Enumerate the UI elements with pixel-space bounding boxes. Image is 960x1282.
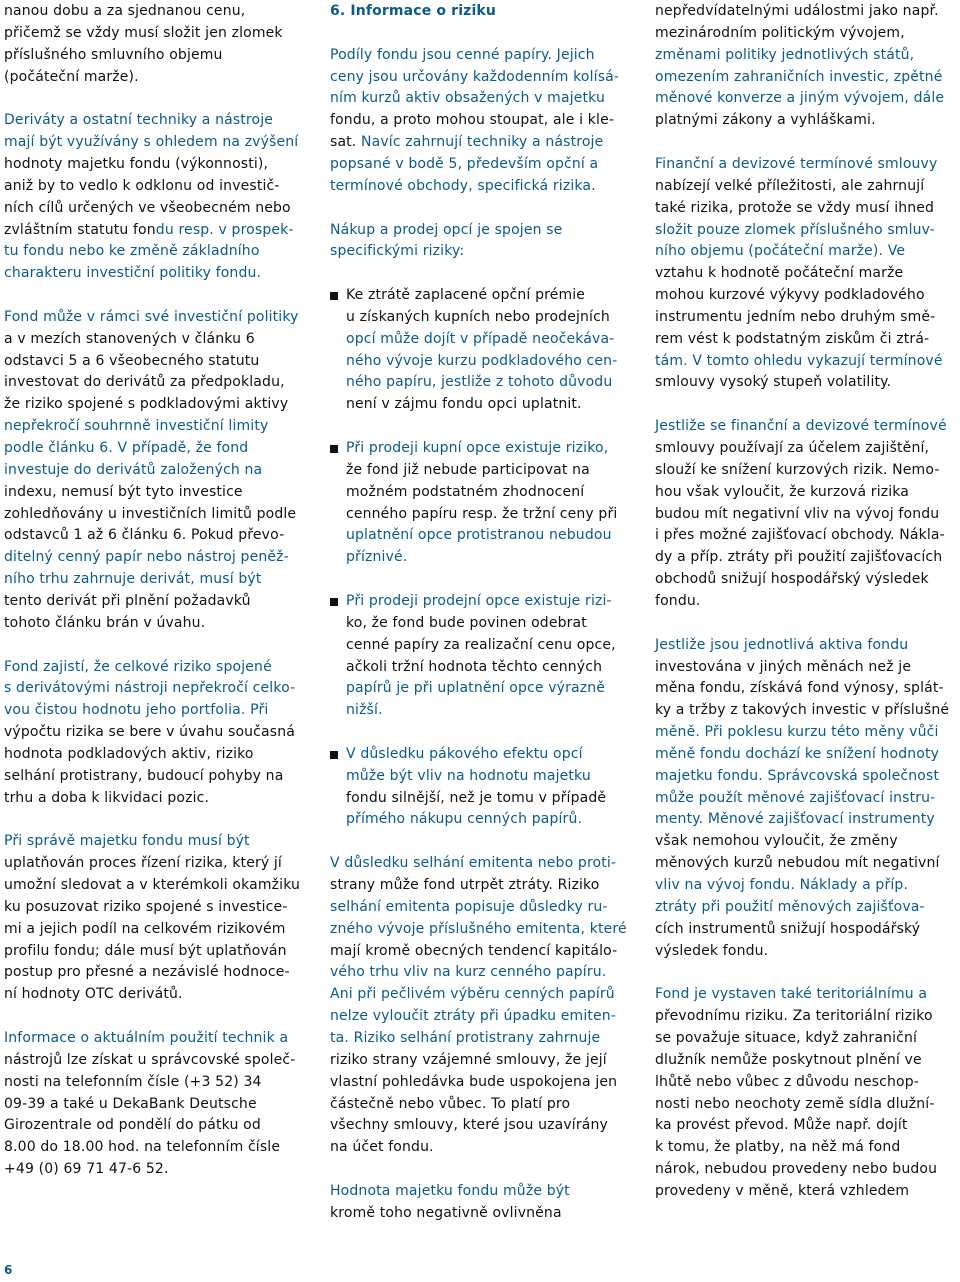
text-line: ného vývoje kurzu podkladového cen- [346,352,618,369]
text-line: majetku fondu. Správcovská společnost [655,767,940,784]
text-line: vlastní pohledávka bude uspokojena jen [330,1073,618,1090]
text-line: budou mít negativní vliv na vývoj fondu [655,505,940,522]
text-line: ním kurzů aktiv obsažených v majetku [330,90,605,107]
text-line: také rizika, protože se vždy musí ihned [655,199,935,216]
text-line: tám. V tomto ohledu vykazují termínové [655,352,943,369]
text-line: ztráty při použití měnových zajišťova- [655,898,925,915]
text-line: nanou dobu a za sjednanou cenu, [4,3,246,19]
text-line: měnové konverze a jiným vývojem, dále [655,90,945,107]
text-line: investuje do derivátů založených na [4,461,263,478]
text-line: Ke ztrátě zaplacené opční prémie [346,287,586,304]
text-line: Při prodeji kupní opce existuje riziko, [346,440,609,456]
text-line: dy a příp. ztráty při použití zajišťovacích [655,549,943,566]
text-line: Fond je vystaven také teritoriálnímu a [655,986,928,1003]
text-line: přímého nákupu cenných papírů. [346,811,583,828]
text-line: vliv na vývoj fondu. Náklady a příp. [655,877,909,893]
text-line: +49 (0) 69 71 47-6 52. [4,1161,169,1178]
text-line: slouží ke snížení kurzových rizik. Nemo- [655,461,940,478]
text-line: nástrojů lze získat u správcovské společ- [4,1051,296,1068]
text-line: obchodů snižují hospodářský výsledek [655,571,929,588]
text-line: instrumentu jedním nebo druhým smě- [655,308,936,325]
text-line: smlouvy používají za účelem zajištění, [655,440,930,456]
text-line: menty. Měnové zajišťovací instrumenty [655,811,935,828]
text-line: zvláštním statutu fondu resp. v prospek- [4,221,294,238]
text-line: fondu. [655,592,701,609]
text-line: možném podstatném zhodnocení [346,483,585,500]
text-line: papírů je při uplatnění opce výrazně [346,680,606,697]
text-line: může použít měnové zajišťovací instru- [655,789,936,806]
text-line: specifickými riziky: [330,243,465,260]
page-number: 6 [4,1263,13,1277]
text-line: složit pouze zlomek příslušného smluv- [655,221,935,238]
text-line: vého trhu vliv na kurz cenného papíru. [330,964,607,981]
text-line: uplatňován proces řízení rizika, který jí [4,855,282,872]
text-line: odstavců 1 až 6 článku 6. Pokud převo- [4,527,285,544]
text-line: investovat do derivátů za předpokladu, [4,374,285,391]
text-line: provedeny v měně, která vzhledem [655,1182,910,1199]
text-line: k tomu, že platby, na něž má fond [655,1139,901,1156]
text-line: selhání protistrany, budoucí pohyby na [4,767,284,784]
text-line: hou však vyloučit, že kurzová rizika [655,483,910,500]
text-line: omezením zahraničních investic, zpětné [655,68,943,85]
text-line: ky a tržby z takových investic v příslušné [655,702,950,719]
text-line: postup pro přesné a nezávislé hodnoce- [4,964,290,981]
text-line: Ani při pečlivém výběru cenných papírů [330,986,615,1003]
text-line: umožní sledovat a v kterémkoli okamžiku [4,877,301,893]
text-line: vztahu k hodnotě počáteční marže [655,265,904,282]
text-line: ka provést převod. Může např. dojít [655,1117,908,1134]
text-line: uplatnění opce protistranou nebudou [346,527,612,544]
text-line: odstavci 5 a 6 všeobecného statutu [4,352,260,369]
text-line: nepřekročí souhrnně investiční limity [4,418,269,435]
text-line: výpočtu rizika se bere v úvahu současná [4,724,295,741]
text-line: indexu, nemusí být tyto investice [4,483,243,500]
text-line: na účet fondu. [330,1139,434,1156]
text-line: že riziko spojené s podkladovými aktivy [4,396,289,413]
text-line: s derivátovými nástroji nepřekročí celko- [4,680,296,697]
text-line: platnými zákony a vyhláškami. [655,112,876,129]
text-line: ko, že fond bude povinen odebrat [346,614,587,631]
list-bullet-icon [330,292,338,300]
text-line: tohoto článku brán v úvahu. [4,614,206,631]
text-line: Finanční a devizové termínové smlouvy [655,155,938,172]
text-line: příznivé. [346,549,408,566]
text-line: opcí může dojít v případě neočekáva- [346,330,615,347]
text-line: ního trhu zahrnuje derivát, musí být [4,571,262,588]
text-line: rem vést k podstatným ziskům či ztrá- [655,330,930,347]
text-line: Deriváty a ostatní techniky a nástroje [4,112,274,129]
text-line: fondu, a proto mohou stoupat, ale i kle- [330,112,615,129]
text-line: nosti nebo neochoty země sídla dlužní- [655,1095,935,1112]
text-line: popsané v bodě 5, především opční a [330,155,599,172]
text-line: riziko strany vzájemné smlouvy, že její [330,1051,607,1068]
text-line: smlouvy vysoký stupeň volatility. [655,374,892,391]
text-line: měnových kurzů nebudou mít negativní [655,855,940,872]
text-line: cích instrumentů snižují hospodářský [655,920,921,937]
text-line: trhu a doba k likvidaci pozic. [4,789,210,806]
text-line: že fond již nebude participovat na [346,461,590,478]
text-line: aniž by to vedlo k odklonu od investič- [4,177,280,194]
text-line: nosti na telefonním čísle (+3 52) 34 [4,1073,262,1090]
text-line: Při správě majetku fondu musí být [4,833,250,850]
text-line: Při prodeji prodejní opce existuje rizi- [346,592,612,609]
text-line: přičemž se vždy musí složit jen zlomek [4,24,283,41]
text-line: zohledňovány u investičních limitů podle [4,505,297,522]
text-line: nárok, nebudou provedeny nebo budou [655,1161,938,1178]
text-line: ačkoli tržní hodnota těchto cenných [346,658,603,675]
text-line: tu fondu nebo ke změně základního [4,243,260,260]
text-line: nižší. [346,702,383,719]
text-line: ta. Riziko selhání protistrany zahrnuje [330,1029,601,1046]
text-line: měně fondu dochází ke snížení hodnoty [655,745,940,762]
text-line: u získaných kupních nebo prodejních [346,308,610,325]
text-line: 8.00 do 18.00 hod. na telefonním čísle [4,1139,281,1156]
text-line: není v zájmu fondu opci uplatnit. [346,396,582,413]
text-line: nepředvídatelnými událostmi jako např. [655,3,939,19]
text-line: ních cílů určených ve všeobecném nebo [4,199,291,216]
text-line: V důsledku pákového efektu opcí [346,745,583,762]
text-line: Informace o aktuálním použití technik a [4,1029,289,1046]
text-line: investována v jiných měnách než je [655,658,912,675]
text-line: však nemohou vyloučit, že změny [655,833,898,850]
text-line: hodnota podkladových aktiv, riziko [4,745,254,762]
text-line: ní hodnoty OTC derivátů. [4,986,183,1003]
text-line: mají kromě obecných tendencí kapitálo- [330,942,618,959]
text-line: ku posuzovat riziko spojené s investice- [4,898,288,915]
section-heading: 6. Informace o riziku [330,3,496,19]
text-line: kromě toho negativně ovlivněna [330,1204,562,1221]
text-line: ditelný cenný papír nebo nástroj peněž- [4,549,289,566]
text-line: mezinárodním politickým vývojem, [655,24,905,41]
text-line: nelze vyloučit ztráty při úpadku emiten- [330,1008,616,1025]
text-line: příslušného smluvního objemu [4,46,223,63]
text-line: ného papíru, jestliže z tohoto důvodu [346,374,613,391]
text-line: Nákup a prodej opcí je spojen se [330,221,563,238]
text-line: sat. Navíc zahrnují techniky a nástroje [330,134,604,151]
text-line: selhání emitenta popisuje důsledky ru- [330,898,608,915]
list-bullet-icon [330,751,338,759]
text-line: fondu silnější, než je tomu v případě [346,789,607,806]
text-line: strany může fond utrpět ztráty. Riziko [330,877,600,893]
list-bullet-icon [330,445,338,453]
text-line: se považuje situace, když zahraniční [655,1029,918,1046]
text-line: vou čistou hodnotu jeho portfolia. Při [4,702,269,719]
text-line: 09-39 a také u DekaBank Deutsche [4,1095,257,1112]
text-line: měna fondu, získává fond výnosy, splát- [655,680,944,697]
text-line: může být vliv na hodnotu majetku [346,767,591,784]
text-line: (počáteční marže). [4,68,139,85]
list-bullet-icon [330,598,338,606]
text-line: převodnímu riziku. Za teritoriální riziko [655,1008,933,1025]
text-line: nabízejí velké příležitosti, ale zahrnují [655,177,925,194]
text-line: hodnoty majetku fondu (výkonnosti), [4,155,269,172]
text-line: podle článku 6. V případě, že fond [4,440,249,456]
text-line: profilu fondu; dále musí být uplatňován [4,942,287,959]
text-line: Hodnota majetku fondu může být [330,1182,570,1199]
text-line: a v mezích stanovených v článku 6 [4,330,255,347]
text-line: Jestliže jsou jednotlivá aktiva fondu [655,636,909,653]
text-line: termínové obchody, specifická rizika. [330,177,596,194]
text-line: cenného papíru resp. že tržní ceny při [346,505,618,522]
text-line: částečně nebo vůbec. To platí pro [330,1095,571,1112]
text-line: ceny jsou určovány každodenním kolísá- [330,68,620,85]
text-line: charakteru investiční politiky fondu. [4,265,262,282]
text-line: Fond zajistí, že celkové riziko spojené [4,658,272,675]
text-line: zného vývoje příslušného emitenta, které [330,920,627,937]
text-line: cenné papíry za realizační cenu opce, [346,636,616,653]
text-line: mají být využívány s ohledem na zvýšení [4,134,299,151]
text-line: Podíly fondu jsou cenné papíry. Jejich [330,46,595,63]
text-line: měně. Při poklesu kurzu této měny vůči [655,724,939,741]
text-line: i přes možné zajišťovací obchody. Nákla- [655,527,945,544]
text-line: Fond může v rámci své investiční politiky [4,308,299,325]
text-line: lhůtě nebo vůbec z důvodu neschop- [655,1073,919,1090]
text-line: V důsledku selhání emitenta nebo proti- [330,855,617,872]
text-line: všechny smlouvy, které jsou uzavírány [330,1117,608,1134]
text-line: Girozentrale od pondělí do pátku od [4,1117,261,1134]
text-line: ního objemu (počáteční marže). Ve [655,243,906,260]
text-line: změnami politiky jednotlivých států, [655,46,915,63]
text-line: mi a jejich podíl na celkovém rizikovém [4,920,286,937]
text-line: výsledek fondu. [655,942,769,959]
text-line: tento derivát při plnění požadavků [4,592,251,609]
text-line: mohou kurzové výkyvy podkladového [655,287,925,304]
text-line: Jestliže se finanční a devizové termínové [655,418,947,435]
text-line: dlužník nemůže poskytnout plnění ve [655,1051,922,1068]
